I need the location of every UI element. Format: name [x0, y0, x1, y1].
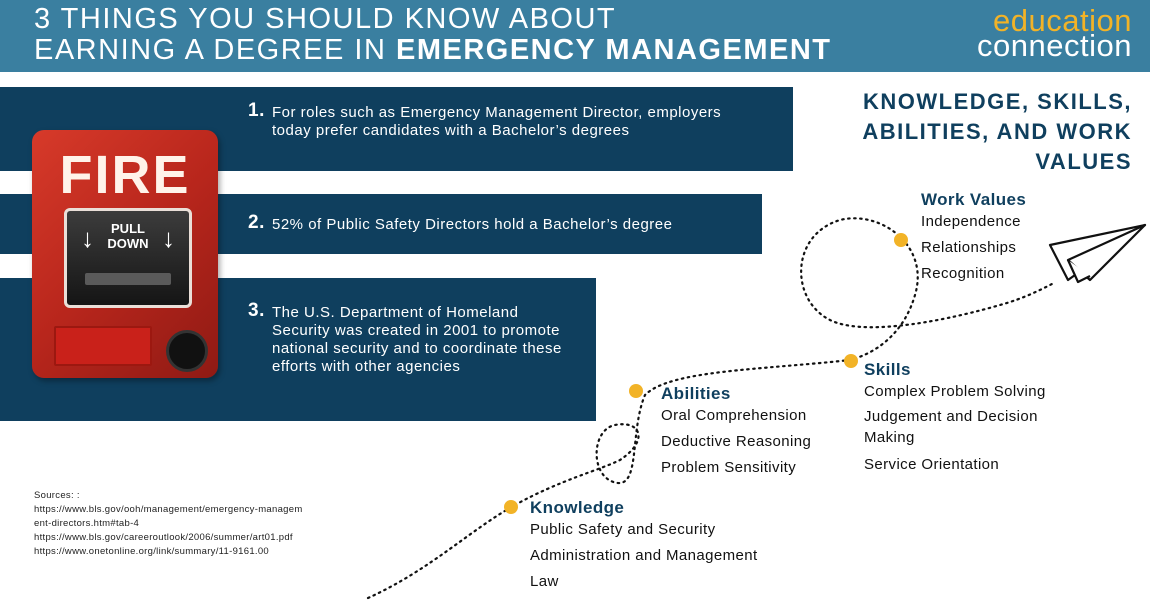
ksa-heading: KNOWLEDGE, SKILLS, ABILITIES, AND WORK VALUES: [862, 89, 1132, 174]
fact-1: [248, 100, 742, 140]
fire-alarm-icon: [32, 130, 218, 378]
pull-handle: [85, 273, 171, 285]
list-item: Problem Sensitivity: [661, 459, 797, 476]
list-item: Public Safety and Security: [530, 521, 716, 538]
milestone-dot-knowledge: [504, 500, 518, 514]
down-label: DOWN: [107, 236, 149, 251]
sources-label: Sources: :: [34, 490, 80, 501]
title-line-2-prefix: EARNING A DEGREE IN: [34, 34, 396, 66]
fact-2-text: 52% of Public Safety Directors hold a Bachelor’s degree: [272, 216, 673, 233]
group-title: Work Values: [921, 190, 1027, 209]
alarm-lamp: [54, 326, 152, 366]
group-work-values: [921, 189, 1141, 283]
fact-2-number: 2.: [248, 212, 265, 233]
brand-line-2: connection: [977, 28, 1132, 63]
source-link[interactable]: https://www.bls.gov/ooh/management/emergency-managem: [34, 504, 303, 515]
header-banner: [0, 0, 1150, 72]
brand-logo: [977, 3, 1132, 63]
group-knowledge: [530, 497, 830, 591]
fire-label: FIRE: [59, 145, 191, 205]
list-item: Independence: [921, 213, 1021, 230]
list-item: Service Orientation: [864, 456, 1000, 473]
milestone-dot-skills: [844, 354, 858, 368]
list-item: Relationships: [921, 239, 1017, 256]
list-item: Administration and Management: [530, 547, 758, 564]
list-item: Deductive Reasoning: [661, 433, 812, 450]
fact-1-text: For roles such as Emergency Management Director, employers today prefer candidates with a Bachelor’s degrees: [272, 104, 722, 139]
source-link[interactable]: https://www.onetonline.org/link/summary/11-9161.00: [34, 546, 270, 557]
list-item: Recognition: [921, 265, 1005, 282]
title-line-2-bold: EMERGENCY MANAGEMENT: [395, 34, 832, 66]
milestone-dot-work-values: [894, 233, 908, 247]
fact-3-text: The U.S. Department of Homeland Security was created in 2001 to promote national security and to coordinate these efforts with other agencies: [272, 304, 562, 375]
fact-2: [248, 212, 752, 234]
arrow-down-icon: ↓: [81, 223, 94, 253]
list-item: Judgement and Decision Making: [864, 408, 1038, 446]
fact-3: [248, 300, 572, 376]
list-item: Complex Problem Solving: [864, 383, 1046, 400]
group-title: Abilities: [661, 384, 731, 403]
list-item: Law: [530, 573, 559, 590]
fact-1-number: 1.: [248, 100, 265, 121]
source-link[interactable]: https://www.bls.gov/careeroutlook/2006/summer/art01.pdf: [34, 532, 293, 543]
source-link[interactable]: ent-directors.htm#tab-4: [34, 518, 140, 529]
fact-3-number: 3.: [248, 300, 265, 321]
group-skills: [864, 359, 1104, 474]
brand-line-1: education: [993, 3, 1132, 38]
arrow-down-icon: ↓: [162, 223, 175, 253]
pull-panel: [64, 208, 192, 308]
key-lock-icon: [166, 330, 208, 372]
list-item: Oral Comprehension: [661, 407, 807, 424]
group-abilities: [661, 383, 861, 477]
sources-block: [34, 489, 364, 559]
page-title: [34, 4, 831, 66]
group-title: Skills: [864, 360, 911, 379]
title-line-1: 3 THINGS YOU SHOULD KNOW ABOUT: [34, 3, 617, 35]
milestone-dot-abilities: [629, 384, 643, 398]
group-title: Knowledge: [530, 498, 625, 517]
pull-label: PULL: [111, 221, 145, 236]
